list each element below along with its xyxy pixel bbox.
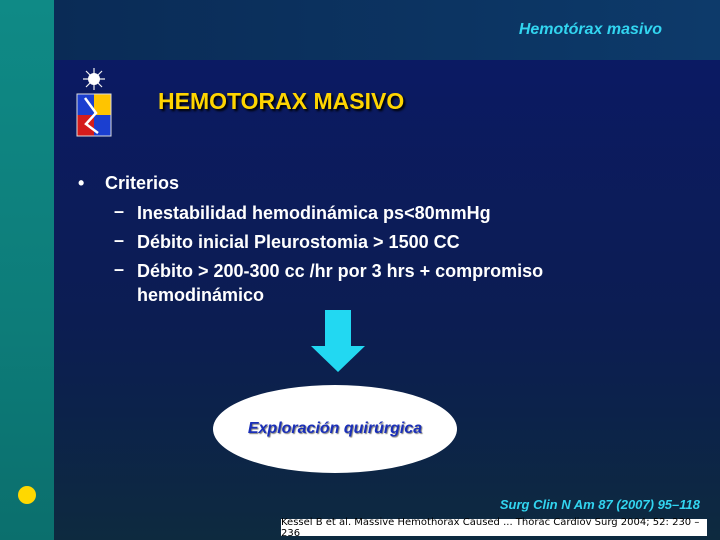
bullet-marker: • (78, 173, 85, 193)
university-crest-icon (74, 66, 114, 140)
citation-text: Surg Clin N Am 87 (2007) 95–118 (499, 497, 700, 512)
yellow-dot-icon (18, 486, 36, 504)
reference-box (281, 516, 707, 539)
down-arrow-icon (311, 310, 365, 372)
criteria-item-text: Débito > 200-300 cc /hr por 3 hrs + compromiso hemodinámico (137, 261, 544, 305)
outcome-text: Exploración quirúrgica (247, 420, 423, 437)
criteria-item-text: Inestabilidad hemodinámica ps<80mmHg (137, 203, 491, 223)
dash-marker: – (114, 259, 125, 279)
criteria-label: Criterios (105, 173, 180, 193)
left-sidebar-bar (0, 0, 54, 540)
criteria-item-text: Débito inicial Pleurostomia > 1500 CC (137, 232, 460, 252)
reference-text: Kessel B et al. Massive Hemothorax Caused ... Thorac Cardiov Surg 2004; 52: 230 – 236 (281, 516, 700, 539)
outcome-ellipse (213, 385, 457, 473)
dash-marker: – (114, 201, 125, 221)
slide-title: HEMOTORAX MASIVO (158, 88, 405, 114)
section-title: Hemotórax masivo (518, 21, 662, 38)
dash-marker: – (114, 230, 125, 250)
